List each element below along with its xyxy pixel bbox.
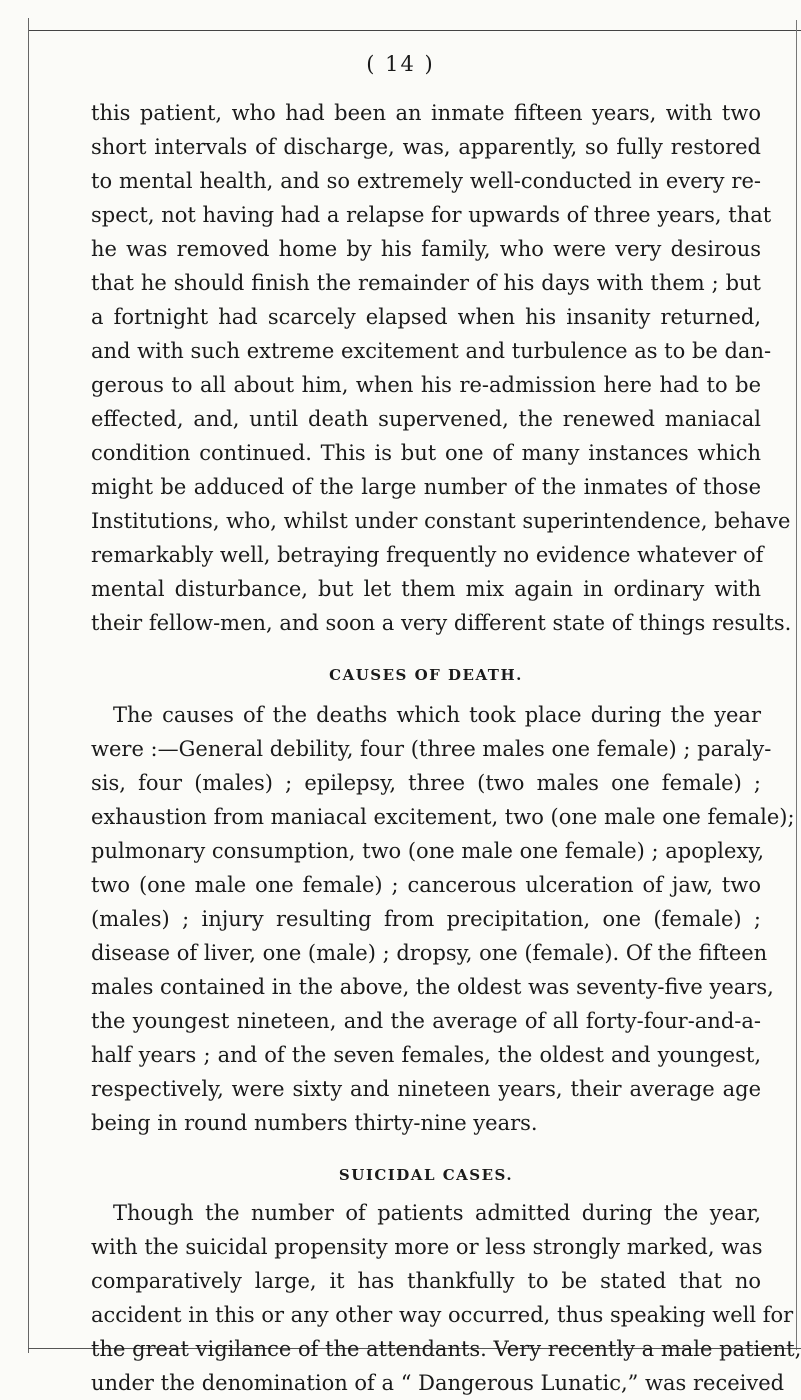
text-line: were :—General debility, four (three males one female) ; paraly- [91,737,772,761]
text-line: gerous to all about him, when his re-admission here had to be [91,373,761,397]
top-border-rule [28,30,801,31]
text-line: might be adduced of the large number of the inmates of those [91,475,761,499]
text-line: short intervals of discharge, was, apparently, so fully restored [91,135,761,159]
text-line: remarkably well, betraying frequently no evidence whatever of [91,543,764,567]
text-line: pulmonary consumption, two (one male one female) ; apoplexy, [91,839,765,863]
text-line: under the denomination of a “ Dangerous Lunatic,” was received [91,1371,785,1395]
text-line: that he should finish the remainder of his days with them ; but [91,271,761,295]
text-line: males contained in the above, the oldest was seventy-five years, [91,975,774,999]
text-line: mental disturbance, but let them mix again in ordinary with [91,577,761,601]
text-line: comparatively large, it has thankfully to be stated that no [91,1269,761,1293]
paragraph-causes-of-death [91,698,795,1140]
text-line: accident in this or any other way occurred, thus speaking well for [91,1303,794,1327]
page-body [91,96,801,1400]
section-heading-causes-of-death: CAUSES OF DEATH. [329,666,523,684]
page-number: ( 14 ) [366,52,435,76]
paragraph-continuation [91,96,792,640]
text-line: half years ; and of the seven females, the oldest and youngest, [91,1043,761,1067]
text-line: condition continued. This is but one of many instances which [91,441,761,465]
text-line: respectively, were sixty and nineteen years, their average age [91,1077,761,1101]
text-line: and with such extreme excitement and turbulence as to be dan- [91,339,772,363]
text-line: spect, not having had a relapse for upwards of three years, that [91,203,772,227]
text-line: (males) ; injury resulting from precipitation, one (female) ; [91,907,761,931]
text-line: he was removed home by his family, who were very desirous [91,237,761,261]
right-border-rule [796,20,797,1350]
text-line: the great vigilance of the attendants. Very recently a male patient, [91,1337,801,1361]
text-line: with the suicidal propensity more or less strongly marked, was [91,1235,763,1259]
paragraph-suicidal-cases [91,1196,801,1400]
text-line: their fellow-men, and soon a very different state of things results. [91,611,792,635]
text-line: two (one male one female) ; cancerous ulceration of jaw, two [91,873,761,897]
text-line: Institutions, who, whilst under constant superintendence, behave [91,509,791,533]
text-line: The causes of the deaths which took place during the year [113,703,761,727]
text-line: Though the number of patients admitted during the year, [113,1201,761,1225]
text-line: being in round numbers thirty-nine years. [91,1111,538,1135]
text-line: the youngest nineteen, and the average of all forty-four-and-a- [91,1009,761,1033]
text-line: sis, four (males) ; epilepsy, three (two males one female) ; [91,771,761,795]
text-line: to mental health, and so extremely well-conducted in every re- [91,169,761,193]
text-line: this patient, who had been an inmate fifteen years, with two [91,101,761,125]
text-line: disease of liver, one (male) ; dropsy, one (female). Of the fifteen [91,941,768,965]
text-line: effected, and, until death supervened, the renewed maniacal [91,407,761,431]
text-line: a fortnight had scarcely elapsed when his insanity returned, [91,305,761,329]
text-line: exhaustion from maniacal excitement, two (one male one female); [91,805,795,829]
left-border-rule [28,18,29,1353]
section-heading-suicidal-cases: SUICIDAL CASES. [338,1166,514,1184]
